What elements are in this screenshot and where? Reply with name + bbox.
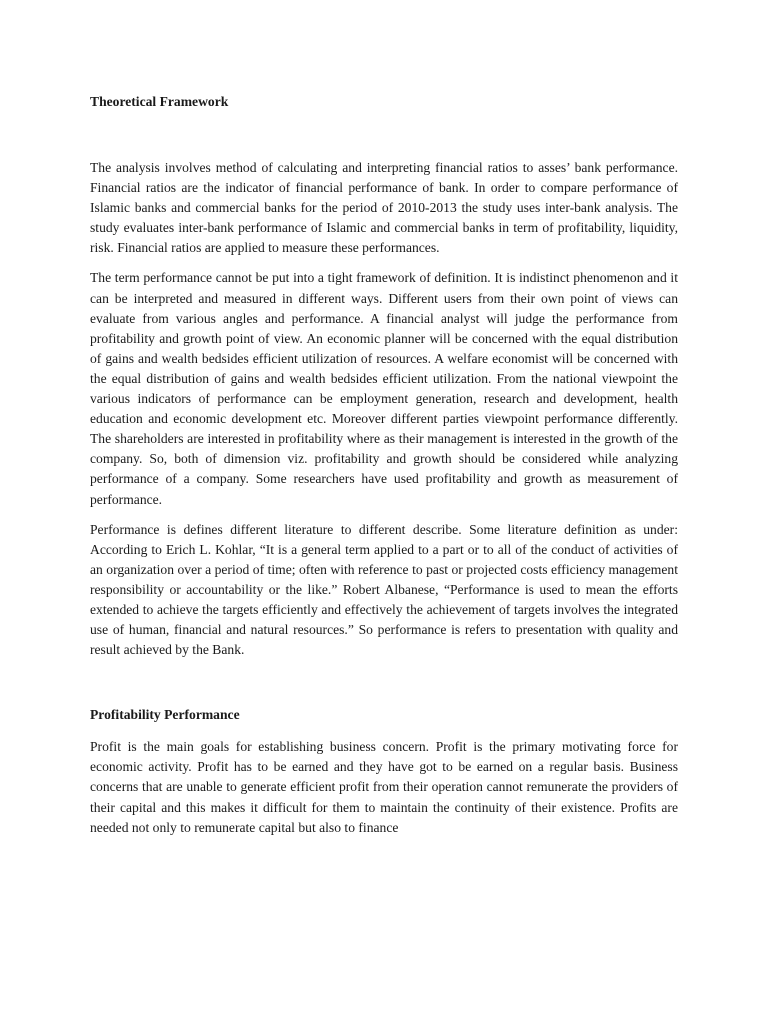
section-heading-theoretical-framework: Theoretical Framework <box>90 94 229 109</box>
paragraph: Profit is the main goals for establishing business concern. Profit is the primary motivating force for economic activity. Profit has to be earned and they have got to be earned on a regular basis. Business concerns that are unable to generate efficient profit from their operation cannot remunerate the providers of their capital and this makes it difficult for them to maintain the continuity of their existence. Profits are needed not only to remunerate capital but also to finance <box>90 739 678 835</box>
paragraph: The term performance cannot be put into a tight framework of definition. It is indistinct phenomenon and it can be interpreted and measured in different ways. Different users from their own point of views can evaluate from various angles and performance. A financial analyst will judge the performance from profitability and growth point of view. An economic planner will be concerned with the equal distribution of gains and wealth bedsides efficient utilization of resources. A welfare economist will be concerned with the equal distribution of gains and wealth bedsides efficient utilization. From the national viewpoint the various indicators of performance can be employment generation, research and development, health education and economic development etc. Moreover different parties viewpoint performance differently. The shareholders are interested in profitability where as their management is interested in the growth of the company. So, both of dimension viz. profitability and growth should be considered while analyzing performance of a company. Some researchers have used profitability and growth as measurement of performance. <box>90 270 678 507</box>
document-body <box>90 92 678 838</box>
paragraph: Performance is defines different literature to different describe. Some literature definition as under: According to Erich L. Kohlar, “It is a general term applied to a part or to all of the conduct of activities of an organization over a period of time; often with reference to past or projected costs efficiency management responsibility or accountability or the like.” Robert Albanese, “Performance is used to mean the efforts extended to achieve the targets efficiently and effectively the achievement of targets involves the integrated use of human, financial and natural resources.” So performance is refers to presentation with quality and result achieved by the Bank. <box>90 521 678 658</box>
paragraph: The analysis involves method of calculating and interpreting financial ratios to asses’ bank performance. Financial ratios are the indicator of financial performance of bank. In order to compare performance of Islamic banks and commercial banks for the period of 2010-2013 the study uses inter-bank analysis. The study evaluates inter-bank performance of Islamic and commercial banks in term of profitability, liquidity, risk. Financial ratios are applied to measure these performances. <box>90 160 678 256</box>
section-heading-profitability-performance: Profitability Performance <box>90 707 240 723</box>
